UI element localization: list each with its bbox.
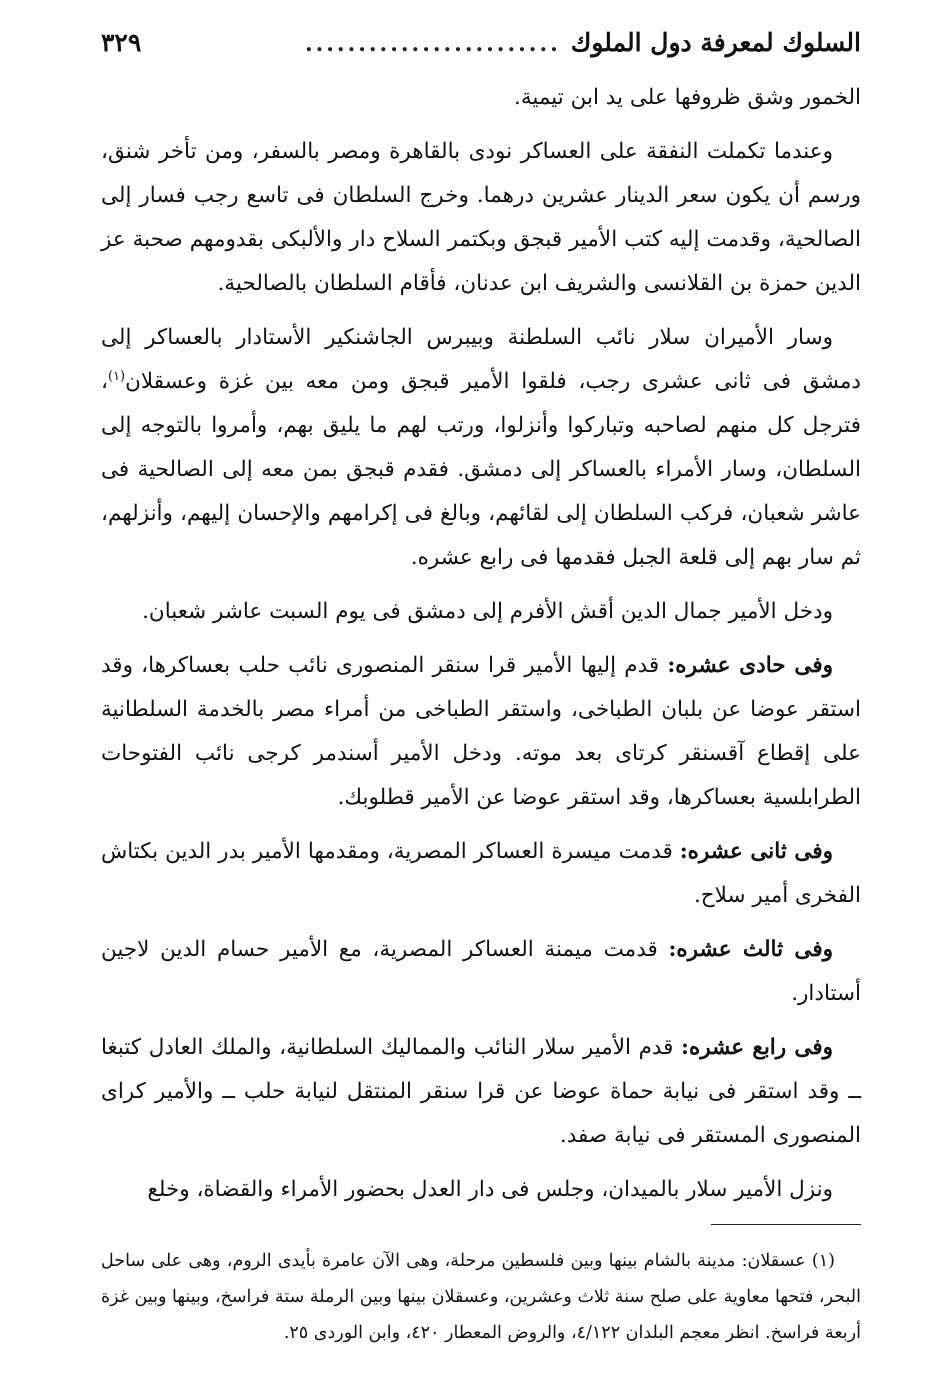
paragraph-text: ونزل الأمير سلار بالميدان، وجلس فى دار العدل بحضور الأمراء والقضاة، وخلع: [147, 1177, 833, 1202]
paragraph-text: ودخل الأمير جمال الدين أقش الأفرم إلى دمشق فى يوم السبت عاشر شعبان.: [142, 599, 833, 624]
paragraph-text: وسار الأميران سلار نائب السلطنة وبيبرس الجاشنكير الأستادار بالعساكر إلى دمشق فى ثانى عشرى رجب، فلقوا الأمير قبجق ومن معه بين غزة وعسقلان: [101, 325, 861, 394]
paragraph-6: [101, 830, 861, 918]
footnote-divider: [711, 1224, 861, 1225]
paragraph-text: قدمت ميسرة العساكر المصرية، ومقدمها الأمير بدر الدين بكتاش الفخرى أمير سلاح.: [101, 839, 861, 908]
paragraph-text: قدمت ميمنة العساكر المصرية، مع الأمير حسام الدين لاجين أستادار.: [101, 937, 861, 1006]
footnote: [101, 1243, 861, 1351]
date-lead: وفى ثانى عشره:: [679, 839, 833, 864]
paragraph-1: [101, 76, 861, 120]
page-number: ٣٢٩: [101, 28, 142, 57]
paragraph-4: [101, 590, 861, 634]
book-page: [101, 28, 861, 1368]
paragraph-8: [101, 1026, 861, 1158]
paragraph-text: قدم الأمير سلار النائب والمماليك السلطانية، والملك العادل كتبغا ــ وقد استقر فى نيابة حماة عوضا عن قرا سنقر المنتقل لنيابة حلب ــ والأمير كراى المنصورى المستقر فى نيابة صفد.: [101, 1035, 861, 1148]
running-title: السلوك لمعرفة دول الملوك: [570, 28, 861, 57]
leader-dots: ........................: [304, 31, 561, 57]
date-lead: وفى حادى عشره:: [667, 653, 833, 678]
footnote-text: (١) عسقلان: مدينة بالشام بينها وبين فلسطين مرحلة، وهى الآن عامرة بأيدى الروم، وهى على ساحل البحر، فتحها معاوية على صلح سنة ثلاث وعشرين، وعسقلان بينها وبين الرملة ستة فراسخ، وبينها وبين غزة أربعة فراسخ. انظر معجم البلدان ٤/١٢٢، والروض المعطار ٤٢٠، وابن الوردى ٢٥.: [101, 1250, 861, 1343]
paragraph-9: [101, 1168, 861, 1212]
date-lead: وفى رابع عشره:: [681, 1035, 833, 1060]
paragraph-3: [101, 316, 861, 580]
date-lead: وفى ثالث عشره:: [668, 937, 833, 962]
paragraph-7: [101, 928, 861, 1016]
paragraph-text-continued: ، فترجل كل منهم لصاحبه وتباركوا وأنزلوا، ورتب لهم ما يليق بهم، وأمروا بالتوجه إلى السلطان، وسار الأمراء بالعساكر إلى دمشق. فقدم قبجق بمن معه إلى الصالحية فى عاشر شعبان، فركب السلطان إلى لقائهم، وبالغ فى إكرامهم والإحسان إليهم، وأنزلهم، ثم سار بهم إلى قلعة الجبل فقدمها فى رابع عشره.: [101, 369, 861, 570]
running-header: [101, 28, 861, 82]
paragraph-5: [101, 644, 861, 820]
paragraph-text: الخمور وشق ظروفها على يد ابن تيمية.: [514, 85, 861, 110]
paragraph-2: [101, 130, 861, 306]
paragraph-text: وعندما تكملت النفقة على العساكر نودى بالقاهرة ومصر بالسفر، ومن تأخر شنق، ورسم أن يكون سعر الدينار عشرين درهما. وخرج السلطان فى تاسع رجب فسار إلى الصالحية، وقدمت إليه كتب الأمير قبجق وبكتمر السلاح دار والألبكى بقدومهم صحبة عز الدين حمزة بن القلانسى والشريف ابن عدنان، فأقام السلطان بالصالحية.: [101, 139, 861, 296]
footnote-reference[interactable]: (١): [107, 368, 126, 384]
paragraph-text: قدم إليها الأمير قرا سنقر المنصورى نائب حلب بعساكرها، وقد استقر عوضا عن بلبان الطباخى، واستقر الطباخى من أمراء مصر بالخدمة السلطانية على إقطاع آقسنقر كرتاى بعد موته. ودخل الأمير أسندمر كرجى نائب الفتوحات الطرابلسية بعساكرها، وقد استقر عوضا عن الأمير قطلوبك.: [101, 653, 861, 810]
